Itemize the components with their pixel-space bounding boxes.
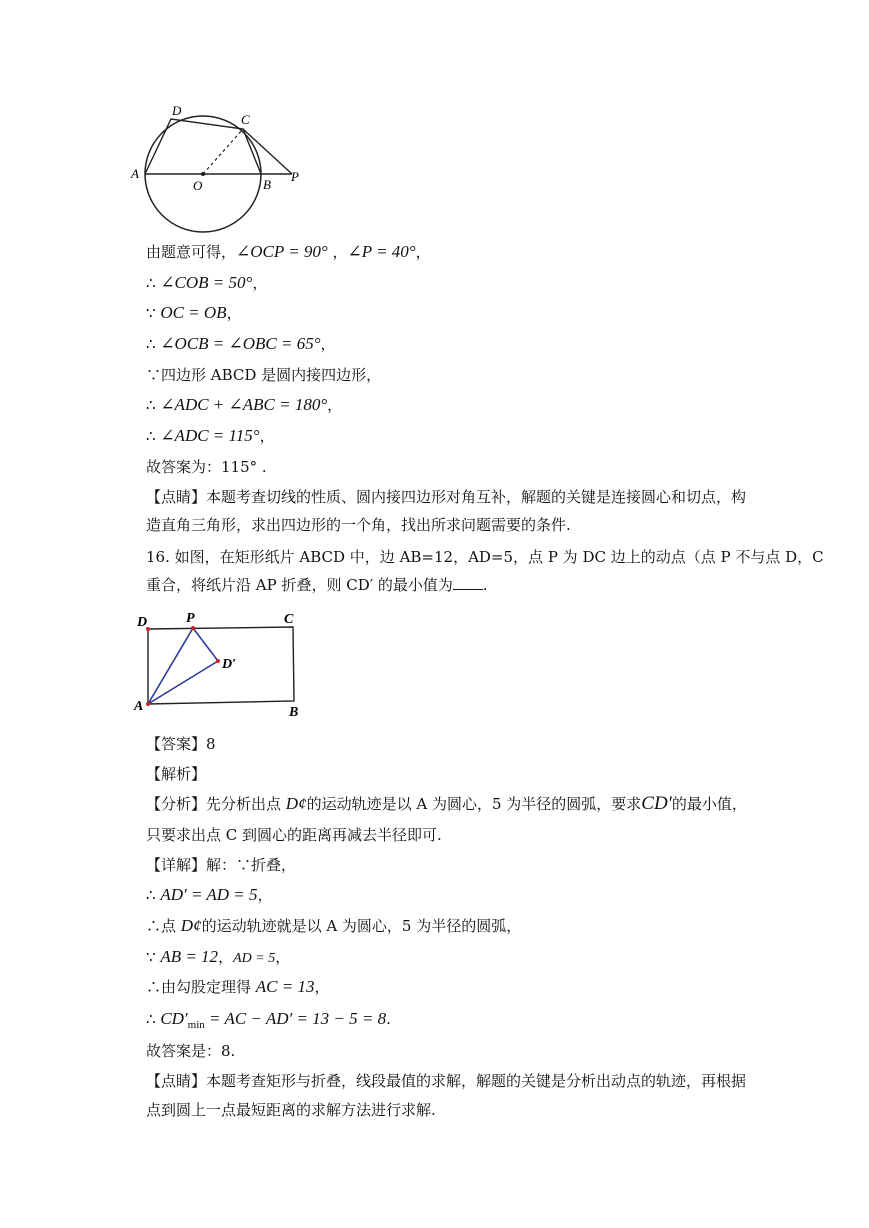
note2-tag: 【点睛】 [146, 1072, 207, 1090]
problem-16-line-1: 16. 如图，在矩形纸片 ABCD 中，边 AB=12，AD=5，点 P 为 DC 边上的动点（点 P 不与点 D，C [146, 548, 824, 566]
circle-figure [128, 98, 318, 238]
note-line-1: 【点睛】本题考查切线的性质、圆内接四边形对角互补，解题的关键是连接圆心和切点，构 [146, 488, 747, 506]
label-C: C [241, 112, 250, 127]
detail-line-5: ∴由勾股定理得 AC = 13， [146, 977, 330, 996]
label-O: O [193, 178, 203, 193]
note2-line-1: 【点睛】本题考查矩形与折叠，线段最值的求解，解题的关键是分析出动点的轨迹，再根据 [146, 1072, 747, 1090]
detail-line-4: ∵ AB = 12，AD = 5， [146, 947, 291, 966]
label-P: P [291, 169, 299, 184]
solution-line-6: ∴ ∠ADC + ∠ABC = 180°， [146, 395, 343, 414]
label-D: D [172, 103, 182, 118]
solution-line-2: ∴ ∠COB = 50°， [146, 273, 268, 292]
solution-line-5: ∵四边形 ABCD 是圆内接四边形， [146, 366, 382, 384]
fenxi-line-2: 只要求出点 C 到圆心的距离再减去半径即可. [146, 826, 442, 844]
fenxi-tag: 【分析】 [146, 795, 207, 813]
solution-line-3: ∵ OC = OB， [146, 303, 242, 322]
detail-line-3: ∴点 D¢的运动轨迹就是以 A 为圆心，5 为半径的圆弧， [146, 916, 522, 935]
detail-line-7: 故答案是：8. [146, 1042, 236, 1060]
note-line-2: 造直角三角形，求出四边形的一个角，找出所求问题需要的条件. [146, 516, 571, 534]
rectangle-fold-figure [130, 604, 310, 722]
problem-16-line-2: 重合，将纸片沿 AP 折叠，则 CD′ 的最小值为 . [146, 576, 488, 594]
fenxi-line-1: 【分析】先分析出点 D¢的运动轨迹是以 A 为圆心，5 为半径的圆弧，要求CD′的最小值， [146, 793, 747, 814]
label-B: B [263, 177, 271, 192]
detail-line-6: ∴ $CD'_{min}$ = AC − AD′ = 13 − 5 = 8. [146, 1009, 391, 1031]
note2-line-2: 点到圆上一点最短距离的求解方法进行求解. [146, 1101, 436, 1119]
analysis-line [146, 763, 206, 785]
detail-tag: 【详解】 [146, 856, 207, 874]
answer-line [146, 733, 216, 755]
label-D: D [137, 615, 148, 630]
detail-line-1: 【详解】解：∵折叠， [146, 856, 297, 874]
answer-blank [453, 575, 483, 590]
solution-line-1: 由题意可得，∠OCP = 90° ，∠P = 40°， [146, 242, 431, 261]
detail-line-2: ∴ AD′ = AD = 5， [146, 885, 273, 904]
solution-line-4: ∴ ∠OCB = ∠OBC = 65°， [146, 334, 336, 353]
answer-tag: 【答案】 [146, 735, 207, 753]
solution-line-7: ∴ ∠ADC = 115°， [146, 426, 275, 445]
note-tag: 【点睛】 [146, 488, 207, 506]
label-P: P [186, 611, 195, 626]
analysis-tag: 【解析】 [146, 765, 207, 783]
label-A: A [134, 699, 144, 714]
label-C: C [284, 612, 294, 627]
label-B: B [289, 705, 299, 720]
solution-line-8: 故答案为：115° . [146, 458, 267, 476]
label-D-prime: D′ [222, 657, 237, 672]
answer-value: 8 [206, 735, 216, 753]
label-A: A [131, 166, 139, 181]
